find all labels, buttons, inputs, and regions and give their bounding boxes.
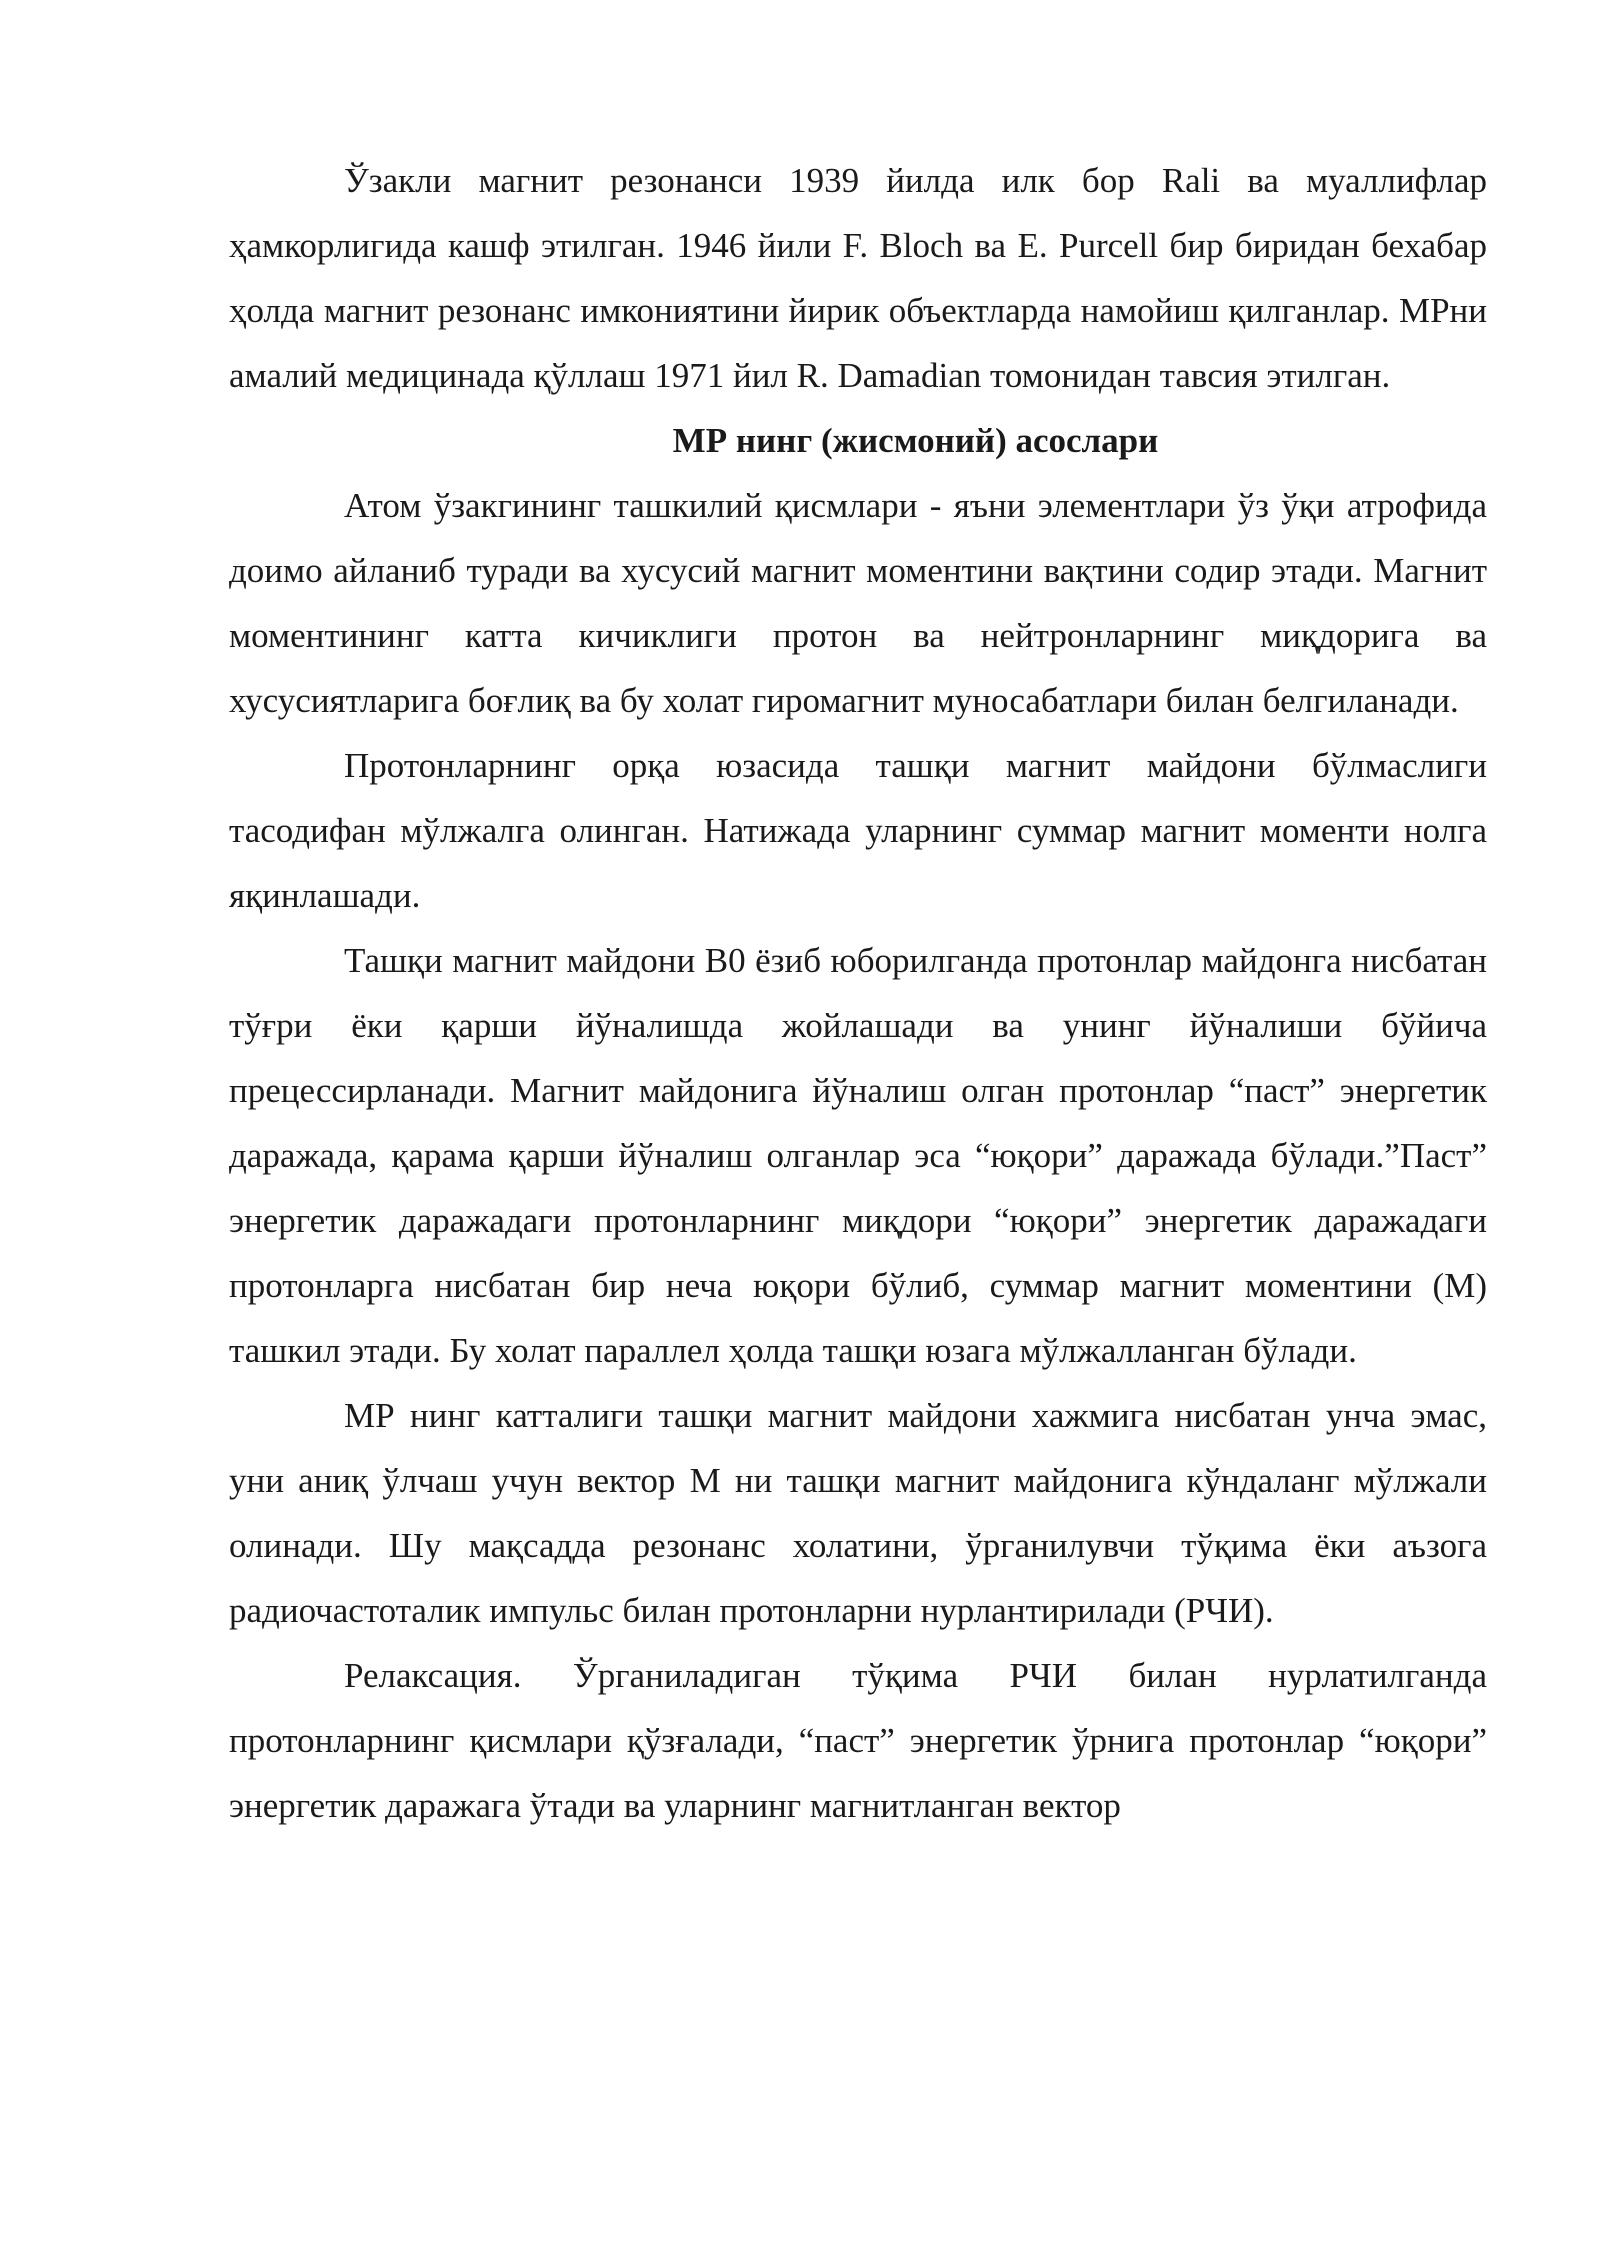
paragraph-mr-measurement: МР нинг катталиги ташқи магнит майдони хажмига нисбатан унча эмас, уни аниқ ўлчаш учун вектор М ни ташқи магнит майдонига кўндаланг мўлжали олинади. Шу мақсадда резонанс холатини, ўрганилувчи тўқима ёки аъзога радиочастоталик импульс билан протонларни нурлантирилади (РЧИ). [229,1396,1487,1630]
paragraph-external-field: Ташқи магнит майдони В0 ёзиб юборилганда протонлар майдонга нисбатан тўғри ёки қарши йўналишда жойлашади ва унинг йўналиши бўйича прецессирланади. Магнит майдонига йўналиш олган протонлар “паст” энергетик даражада, қарама қарши йўналиш олганлар эса “юқори” даражада бўлади.”Паст” энергетик даражадаги протонларнинг миқдори “юқори” энергетик даражадаги протонларга нисбатан бир неча юқори бўлиб, суммар магнит моментини (М) ташкил этади. Бу холат параллел ҳолда ташқи юзага мўлжалланган бўлади. [229,941,1487,1370]
section-heading: МР нинг (жисмоний) асослари [672,421,1159,460]
paragraph-protons-no-field: Протонларнинг орқа юзасида ташқи магнит майдони бўлмаслиги тасодифан мўлжалга олинган. Натижада уларнинг суммар магнит моменти нолга яқинлашади. [229,746,1487,915]
paragraph-relaxation: Релаксация. Ўрганиладиган тўқима РЧИ билан нурлатилганда протонларнинг қисмлари қўзғалади, “паст” энергетик ўрнига протонлар “юқори” энергетик даражага ўтади ва уларнинг магнитланган вектор [229,1656,1487,1825]
paragraph-atom-nucleus: Атом ўзакгининг ташкилий қисмлари - яъни элементлари ўз ўқи атрофида доимо айланиб туради ва хусусий магнит моментини вақтини содир этади. Магнит моментининг катта кичиклиги протон ва нейтронларнинг миқдорига ва хусусиятларига боғлиқ ва бу холат гиромагнит муносабатлари билан белгиланади. [229,486,1487,720]
paragraph-history: Ўзакли магнит резонанси 1939 йилда илк бор Rali ва муаллифлар ҳамкорлигида кашф этилган. 1946 йили F. Bloch ва E. Purcell бир биридан бехабар ҳолда магнит резонанс имкониятини йирик объектларда намойиш қилганлар. МРни амалий медицинада қўллаш 1971 йил R. Damadian томонидан тавсия этилган. [229,161,1487,395]
document-body [229,148,1487,1838]
